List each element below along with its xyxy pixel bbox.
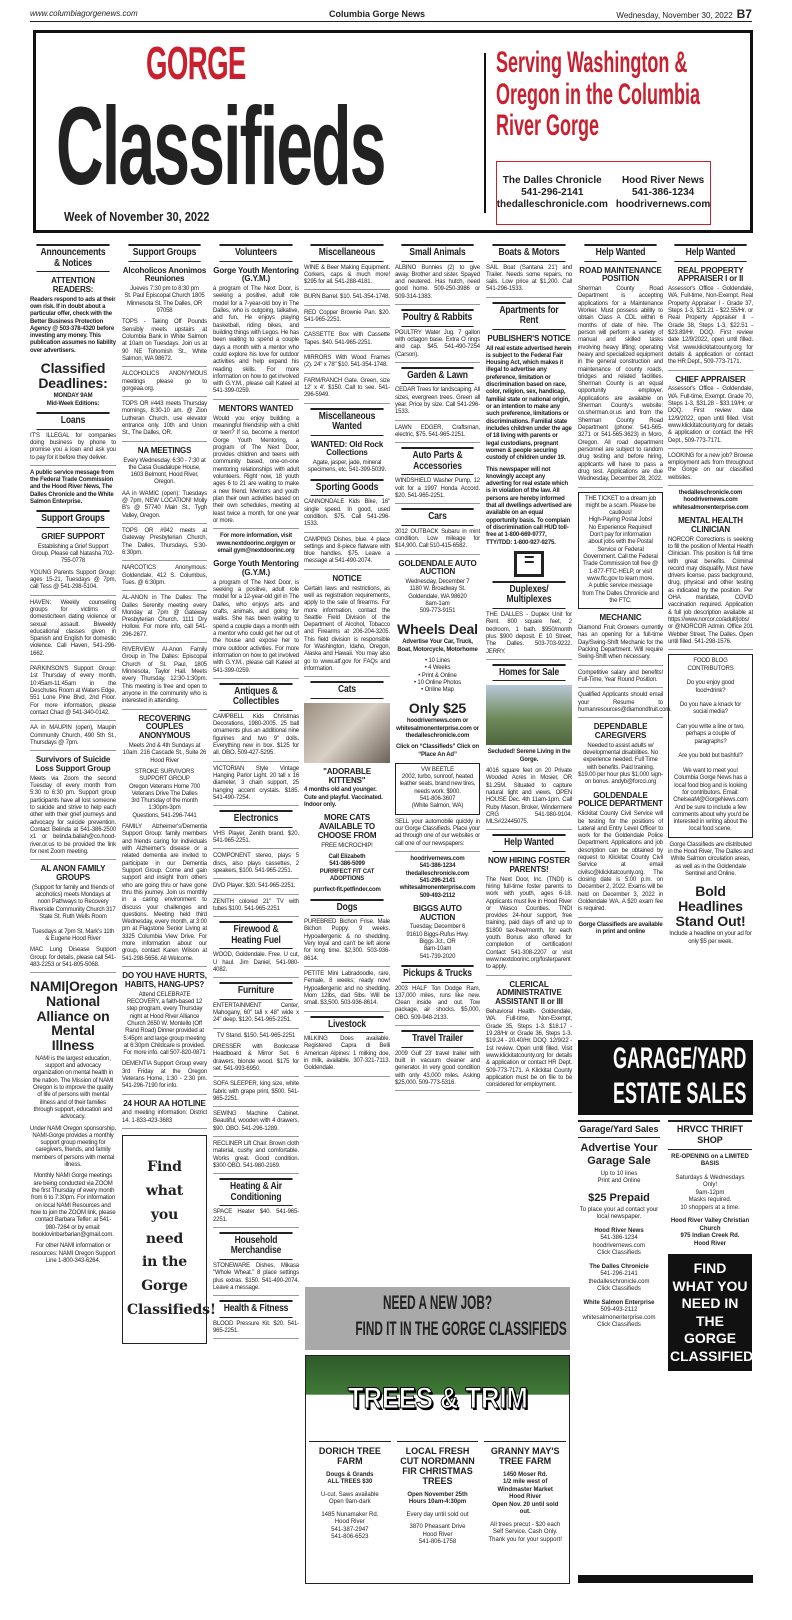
classified-ad: FAMILY Alzheimer's/Dementia Support Group: family members and friends caring for individuals with Alzheimer's disease or a related dementia are invited to participate in our Dementia Support Group. Come and gain support and insight from others who are going thru or have gone thru this journey. Join us monthly in a caring environment to discuss your challenges and questions. Meeting held third Wednesday, every month, at 3:00 pm at Flagstone Senior Living at 3325 Columbia View Drive. For more information about our group, contact Karen Wilson at 541-298-5656. All Welcome.: [122, 824, 207, 967]
classified-ad: SELL your automobile quickly in our Gorge Classifieds. Place your ad through one of our websites or call one of our newspapers:: [395, 819, 480, 852]
classified-ad: THE DALLES - Duplex Unit for Rent. 800 square feet, 2 bedroom, 1 bath. $950/month plus $900 deposit. E 10 Street, The Dalles. 503-703-9222. JERRY.: [486, 612, 572, 660]
section-header: Garden & Lawn: [401, 367, 473, 385]
centered-text: Attend CELEBRATE RECOVERY, a faith-based 12 step program, every Thursday night at Hood River Alliance Church 2650 W. Montello (Off Rand Road) Dinner provided at 5:45pm and large group meeting at 6:30pm Childcare is provided. For more info. call 507-820-0871: [123, 991, 206, 1057]
site-url[interactable]: www.columbiagorgenews.com: [30, 9, 138, 18]
classified-ad: Would you enjoy building a meaningful friendship with a child or teen? If so, become a mentor! Gorge Youth Mentoring, a program of The Next Door, provides children and teens with community based, one-on-one mentoring relationships with adult volunteers. Right now, 18 youth ages 6 to 21 are waiting to make a new friend. Mentors and youth plan their own activities based on their own schedules, meeting at least twice a month, for one year or more.: [213, 416, 299, 530]
garage-sales-header: Garage/Yard Sales: [578, 1120, 660, 1138]
hood-contact: [616, 175, 710, 211]
section-header: Electronics: [219, 810, 292, 828]
section-header: Poultry & Rabbits: [401, 309, 473, 327]
classified-ad: DVD Player. $20. 541-965-2251.: [213, 883, 299, 894]
ad-title: GOLDENDALE AUTO AUCTION: [398, 558, 477, 577]
newspaper-name: The Dalles Chronicle: [589, 1263, 649, 1270]
find-classifieds-ad: Find what you need in the Gorge Classifieds!: [122, 1135, 207, 1344]
hood-name: Hood River News: [621, 175, 705, 186]
section-header: Dogs: [310, 899, 383, 917]
dalles-contact: [497, 175, 608, 211]
display-headline: Bold Headlines Stand Out!: [675, 883, 746, 929]
classified-ad: BURN Barrel. $10. 541-354-1748.: [304, 294, 390, 305]
dalles-web[interactable]: thedalleschronicle.com: [496, 199, 608, 210]
ad-title: NOW HIRING FOSTER PARENTS!: [488, 855, 570, 874]
centered-bold-text: Click on “Classifieds” Click on “Place An Ad”: [395, 744, 480, 758]
hood-phone: 541-386-1234: [631, 187, 695, 198]
ad-title: PUBLISHER'S NOTICE: [487, 333, 571, 343]
thrift-hours: Saturdays & Wednesdays Only! 9am-12pm Masks required. 10 shoppers at a time.: [675, 1174, 745, 1211]
section-header: Support Groups: [128, 244, 200, 262]
ad-title: MENTORS WANTED: [218, 403, 294, 413]
section-header: Antiques & Collectibles: [219, 683, 292, 711]
page-header: [30, 6, 752, 22]
ad-title: REAL PROPERTY APPRAISER I or II: [677, 265, 744, 284]
centered-text: Agate, jasper, jade, mineral specimens, etc. 541-399-5039.: [307, 460, 387, 474]
ad-title: ATTENTION READERS:: [51, 276, 95, 294]
classified-ad: ENTERTAINMENT Center, Mahogany, 60" tall x 48" wide x 24" deep. $120. 541-965-2251.: [213, 1003, 299, 1029]
centered-bold-text: Secluded! Serene Living in the Gorge.: [487, 749, 571, 763]
banner-divider: [484, 53, 486, 213]
ad-title: MECHANIC: [599, 613, 642, 623]
classified-ad: LOOKING for a new job? Browse employment ads from throughout the Gorge on our classified websites:: [668, 453, 753, 486]
garage-sales-banner: [578, 1040, 753, 1115]
classified-ad: PARKINSON'S Support Group: 1st Thursday of every month, 10:45am-11:45am in the Deschutes Room at Waters Edge, 551 Lone Pine Blvd, 2nd Floor. For more information, please contact Chad @ 541-340-0142.: [30, 666, 116, 721]
classified-ad: RECLINER Lift Chair. Brown cloth material, cushy and comfortable. Works great. Good condition. $300 OBO. 541-980-2169.: [213, 1141, 299, 1174]
column-support-groups: [122, 240, 216, 1585]
bold-notice: A public service message from the Federal Trade Commission and the Hood River News, The Dalles Chronicle and the White Salmon Enterprise.: [30, 469, 114, 506]
classified-ad: VICTORIAN Style Vintage Hanging Parlor Light. 20 tall x 16 diameter, 3 chain support, 25 hanging accent crystals. $185. 541-490-7254.: [213, 766, 299, 807]
newspaper-info: 541-386-1234 hoodrivernews.com Click Classifieds: [592, 1235, 646, 1257]
ad-title: Gorge Youth Mentoring (G.Y.M.): [213, 265, 299, 284]
classified-ad: CANNONDALE Kids Bike, 16" single speed. In good, used condition. $75. Call 541-296-1533.: [304, 499, 390, 532]
section-header: Sporting Goods: [310, 479, 383, 497]
section-header: Cats: [310, 681, 383, 699]
section-header: Cars: [401, 508, 473, 526]
dalles-phone: 541-296-2141: [521, 187, 584, 198]
classified-ad: 4016 square feet on 20 Private Wooded Acres in Mosier, OR $1.25M. Situated to capture natural light and views. OPEN HOUSE Dec. 4th 11am-1pm. Call Ruby Mason, Broker, Windermere CRG 541-980-9104. MLS#22445075.: [486, 768, 572, 831]
section-header: Small Animals: [401, 244, 473, 262]
centered-bold-text: hoodrivernews.com or whitesalmonenterprise.com or thedalleschronicle.com: [396, 718, 479, 739]
classified-ad: Sherman County Road Department is accepting applications for a Maintenance Worker. Must possess ability to obtain Class A CDL within 6 months of date of hire. The person will perform a variety of manual and skilled tasks involving heavy lifting; operating heavy and specialized equipment in the general construction and maintenance of county roads, bridges and related facilities. Sherman County is an equal opportunity employer. Applications are available on Sherman County's website: co.sherman.or.us and from the Sherman County Road Department (phone: 541-565-3271 or 541-565-3623) in Moro, Oregon. All road department personnel are subject to random drug testing and before hiring, applicants will have to pass a drug test. Applications are due Wednesday, December 28, 2022.: [578, 286, 663, 487]
tree-farm-info: 1450 Moser Rd. 1/2 mile west of Windmaster Market Hood River Open Nov. 20 until sold out.: [492, 1471, 559, 1516]
classified-ad: VHS Player, Zenith brand. $20. 541-965-2251.: [213, 831, 299, 850]
centered-text: • 10 Lines • 4 Weeks • Print & Online • 10 Online Photos • Online Map: [413, 658, 462, 694]
column-help-wanted-2: [668, 240, 753, 1035]
bold-notice: All real estate advertised herein is subject to the Federal Fair Housing Act, which makes it illegal to advertise any preference, limitation or discrimination based on race, color, religion, sex, handicap, familial state or national origin, or an intention to make any such preference, limitations or discriminations. Familial state includes children under the age of 18 living with parents or legal custodians, pregnant women & people securing custody of children under 19.: [486, 345, 572, 462]
classified-ad: NARCOTICS Anonymous: Goldendale, 412 S. Columbus, Tues. @ 6:30pm.: [122, 565, 207, 591]
centered-text: Monthly NAMI Gorge meetings are being conducted via ZOOM the first Thursday of every month from 6 to 7:30pm. For information on local NAMI Resources and how to join the ZOOM link, please contact Barbara Telfer: at 541-980-7264 or by email: booklovinbarbarian@gmail.com.: [30, 1173, 116, 1238]
classified-ad: IT'S ILLEGAL for companies doing business by phone to promise you a loan and ask you to pay for it before they deliver.: [30, 433, 116, 466]
trees-and-trim-ad: [305, 1355, 570, 1584]
section-header: Household Merchandise: [219, 1232, 292, 1260]
ad-title: CLERICAL ADMINISTRATIVE ASSISTANT II or III: [495, 979, 563, 1007]
bold-notice: This newspaper will not knowingly accept any adverting for real estate which is in violation of the law. All persons are hereby informed that all dwellings advertised are available on an equal opportunity basis. To complain of discrimination call HUD toll-free at 1-800-669-9777, TTY/TDD: 1-800-927-9275.: [486, 466, 572, 546]
tree-farms: [306, 1441, 569, 1554]
ad-title: "ADORABLE KITTENS": [323, 766, 371, 785]
centered-bold-text: Gorge Classifieds are available in print and online: [578, 921, 663, 935]
need-new-job-ad: [305, 1287, 570, 1350]
display-headline: Only $25: [408, 699, 467, 716]
section-header: Loans: [36, 412, 109, 430]
centered-text: Jueves 7:30 pm to 8:30 pm St. Paul Episcopal Church 1805 Minnesota St. The Dalles, OR 97058: [124, 286, 205, 315]
tree-farm: [484, 1441, 566, 1554]
classified-ad: BLOOD Pressure Kit. $20. 541-965-2251.: [213, 1321, 299, 1340]
thrift-reopen: RE-OPENING on a LIMITED BASIS: [671, 1153, 749, 1167]
classified-ad: Meets via Zoom the second Tuesday of every month from 5:30 to 6:30 pm. Support group participants have all lost someone to suicide and strive to help each other with their grief journeys and advocacy for suicide prevention. Contact Belinda at 541-386-2500 x1 or belinda.ballah@co.hood-river.or.us to be provided the link for next Zoom meeting.: [30, 776, 116, 860]
classified-ad: 2009 Gulf 23' travel trailer with built in vacuum cleaner and generator. In very good condition with only 43,000 miles. Asking $25,000. 509-773-5316.: [395, 1051, 480, 1092]
ad-title: DO YOU HAVE HURTS, HABITS, HANG-UPS?: [122, 971, 207, 989]
section-header: Miscellaneous Wanted: [310, 408, 383, 436]
thrift-church: Hood River Valley Christian Church 975 Indian Creek Rd. Hood River: [670, 1218, 750, 1247]
classified-ad: TOPS - Taking Off Pounds Sensibly meets upstairs at Columbia Bank in White Salmon at 10am on Tuesdays. Join us at 90 NE Tohomish St., White Salmon, WA 98672.: [122, 319, 207, 367]
tree-farm: [309, 1441, 391, 1554]
centered-bold-text: thedalleschronicle.com hoodrivernews.com whitesalmonenterprise.com: [672, 490, 749, 511]
tree-farm-info: Dougs & Grands ALL TREES $30: [326, 1471, 374, 1486]
newspaper-info: 509-493-2112 whitesalmonenterprise.com Click Classifieds: [582, 1307, 656, 1329]
column-announcements: [30, 240, 116, 1585]
paper-name: Columbia Gorge News: [329, 8, 426, 19]
classified-ad: SPACE Heater $40. 541-965-2251.: [213, 1209, 299, 1228]
ad-title: NA MEETINGS: [137, 445, 192, 455]
tree-farm-info: 3870 Pheasant Drive Hood River 541-806-1758: [409, 1524, 466, 1546]
classified-ad: Behavioral Health- Goldendale, WA. Full-time, Non-Exempt, Grade 35, Steps 1-3. $18.17 - 19.28/Hr or Grade 36, Steps 1-3. $19.24 - 20.40/Hr. DOQ. 12/9/22 - 1st review. Open until filled. Visit www.klickitatcounty.org for details & application or contact HR Dept. 509-773-7171. A Klickitat County application must be on file to be considered for employment.: [486, 1009, 572, 1093]
ad-title: MENTAL HEALTH CLINICIAN: [678, 516, 743, 534]
centered-text: Wednesday, December 7 1180 W. Broadway St. Goldendale, WA 98620 8am-1am 509-773-9151: [405, 579, 470, 615]
classified-ad: WINDSHIELD Washer Pump, 12 volt for a 1997 Honda Accord. $20. 541-965-2251.: [395, 478, 480, 504]
centered-text: Under NAMI Oregon sponsorship, NAMI-Gorge provides a monthly support group meeting for caregivers, friends, and family members of persons with mental illness.: [30, 1125, 116, 1169]
newjob-line2: FIND IT IN THE GORGE CLASSIFIEDS: [355, 1318, 567, 1340]
classified-ad: 2012 OUTBACK Subaru in mint condition. Low mileage for $14,900. Call 510-415-6582.: [395, 529, 480, 555]
garage-sales-column: [578, 1120, 660, 1582]
bold-notice: 4 months old and younger. Cute and playful. Vaccinated. Indoor only.: [304, 787, 383, 809]
section-header: Duplexes/ Multiplexes: [492, 581, 565, 609]
ad-title: ROAD MAINTENANCE POSITION: [579, 265, 662, 284]
centered-text: Meets 2nd & 4th Sundays at 10am. 216 Cascade St., Suite 26 Hood River: [122, 742, 207, 764]
section-header: Miscellaneous: [310, 244, 383, 262]
banner-serving: Serving Washington & Oregon in the Columbia River Gorge: [496, 46, 701, 142]
section-header: Support Groups: [36, 510, 109, 528]
ad-title: Survivors of Suicide Loss Support Group: [35, 755, 111, 773]
thrift-shop-column: [668, 1120, 763, 1582]
newspaper-name: White Salmon Enterprise: [583, 1299, 655, 1306]
garage-footer-bar: [578, 1575, 753, 1583]
tree-farm-name: DORICH TREE FARM: [318, 1446, 381, 1466]
classified-ad: FARM/RANCH Gate. Green, size 12' x 4'. $150. Call to see. 541-296-5949.: [304, 378, 390, 404]
classified-ad: CAMPING Dishes, blue. 4 place settings and 8-piece flatware with blue handles. $75. Leave a message at 541-490-2074.: [304, 537, 390, 570]
ad-title: GRIEF SUPPORT: [41, 531, 105, 541]
boxed-ad: FOOD BLOG CONTRIBUTORS Do you enjoy good food+drink? Do you have a knack for social media? Can you write a line or two, perhaps a couple of paragraphs? Are you bold but bashful? We want to meet you! Columbia Gorge News has a local food blog and is looking for contributors. Email: ChelseaM@GorgeNews.com And be sure to include a few comments about why you'd be interested in writing about the local food scene.: [668, 654, 753, 838]
classified-ad: RED Copper Brownie Pan. $20. 541-965-2251.: [304, 310, 390, 329]
classified-ad: ALBINO Bunnies (2) to give away. Brother and sister. Spayed and neutered. Has hutch, need good home. 509-250-3986 or 509-314-1383.: [395, 265, 480, 306]
classified-ad: AL-ANON in The Dalles: The Dalles Serenity meeting every Monday at 7pm @ Gateway Presbyterian Church, 1111 Dry Hollow. For more info, call 541-296-2677.: [122, 595, 207, 643]
section-header: Travel Trailer: [401, 1030, 473, 1048]
dalles-name: The Dalles Chronicle: [502, 175, 602, 186]
boxed-ad: VW BEETLE 2002, turbo, sunroof, heated leather seats, brand new tires, needs work. $900. 541-806-3607 (White Salmon, WA): [395, 763, 480, 815]
classified-ad: Klickitat County Civil Service will be testing for the positions of Lateral and Entry Level Officer to work for the Goldendale Police Department. Applications and job description can be obtained by request to Klickitat County Civil Service at email civilsc@klickitatcounty.org. The closing date is 5:00 p.m. on December 2, 2022. Exams will be held on December 3, 2022 in Goldendale WA. A $20 exam fee is required.: [578, 811, 663, 917]
banner-gorge: GORGE: [146, 37, 246, 89]
column-miscellaneous: [304, 240, 390, 1285]
classified-ad: MIRRORS With Wood Frames (2). 24" x 78" $10. 541-354-1748.: [304, 355, 390, 374]
classified-ad: POULTRY Water Jug. 7 gallon with octagon base. Extra O rings and cap. $45. 541-490-7254 (Carson).: [395, 330, 480, 363]
bold-notice: Readers respond to ads at their own risk. If in doubt about a particular offer, check with the Better Business Protection Agency @ 503-378-4320 before investing any money. This publication assumes no liability over advertisers.: [30, 296, 116, 354]
classifieds-banner: [33, 30, 753, 233]
classified-ad: TOPS OR #443 meets Thursday mornings, 8:30-10 am. @ Zion Lutheran Church, use elevator entrance only. 10th and Union St., The Dalles, OR.: [122, 401, 207, 442]
classified-ad: CEDAR Trees for landscaping. All sizes, evergreen trees. Green all year. Price by size. Call 541-296-1533.: [395, 387, 480, 420]
trees-title: TREES & TRIM: [347, 1381, 528, 1415]
garage-place: To place your ad contact your local newspaper.: [579, 1206, 659, 1221]
section-header: Firewood & Heating Fuel: [219, 921, 292, 949]
centered-bold-text: MONDAY 9AM Mid-Week Editions:: [46, 393, 100, 407]
classified-ad: DEMENTIA Support Group every 3rd Friday at the Oregon Veterans Home, 1:30 - 2:30 pm. 541-296-7190 for info.: [122, 1061, 207, 1094]
newspaper-info: 541-296-2141 thedalleschronicle.com Click Classifieds: [588, 1271, 650, 1293]
classified-ad: Qualified Applicants should email your Resume to humanresources@diamondfruit.com.: [578, 692, 663, 718]
garage-advertise: Advertise Your Garage Sale: [580, 1142, 658, 1168]
classified-ad: CASSETTE Box with Cassette Tapes. $40. 541-965-2251.: [304, 332, 390, 351]
centered-bold-text: Advertise Your Car, Truck, Boat, Motorcycle, Motorhome: [397, 639, 478, 653]
tree-farm-info: Open November 25th Hours 10am-4:30pm: [407, 1491, 468, 1506]
section-header: Apartments for Rent: [492, 302, 565, 330]
ad-title: DEPENDABLE CAREGIVERS: [593, 722, 648, 740]
tree-farm-info: All trees precut - $20 each Self Service. Cash Only. Thank you for your support!: [488, 1521, 562, 1543]
section-header: Help Wanted: [584, 244, 656, 262]
classified-ad: WINE & Beer Making Equipment. Corkers, caps & much more! $295 for all. 541-288-4181.: [304, 265, 390, 291]
classified-ad: 2003 HALF Ton Dodge Ram, 137,000 miles, runs like new. Clean inside and out. Tow package, air shocks. $5,000, OBO. 509-948-2133.: [395, 986, 480, 1027]
section-header: Volunteers: [219, 244, 292, 262]
display-headline: Wheels Deal: [397, 620, 478, 637]
classified-ad: The Next Door, Inc. (TNDI) is hiring full-time foster parents to work with youth, ages 6-18. Applicants must live in Hood River or Wasco Counties. TNDI provides 24-hour support, free training, paid days off and up to $1800 tax-free/month, for each youth. Bonus also offered for completion of certification! Contact 541-308-2207 or visit www.nextdoorinc.org/fosterparent to apply.: [486, 877, 572, 976]
newspaper-contacts: [578, 1228, 660, 1330]
christmas-garland-image: [306, 1356, 569, 1441]
centered-text: (Support for family and friends of alcoholics) meets Mondays at noon Pathways to Recovery Riverside Community Church 317 State St. Ruth Wells Room Tuesdays at 7pm St. Mark's 11th & Eugene Hood River: [30, 884, 116, 943]
ad-title: CHIEF APPRAISER: [675, 374, 746, 384]
garage-banner-line1: GARAGE/YARD: [613, 1042, 747, 1075]
classified-ad: STONEWARE Dishes, Mikasa "Whole Wheat." 8 place settings plus extras. $150. 541-490-2074. Leave a message.: [213, 1263, 299, 1296]
ad-title: WANTED: Old Rock Collections: [310, 439, 384, 458]
banner-week: Week of November 30, 2022: [64, 209, 210, 224]
centered-text: Tuesday, December 6 91610 Biggs-Rufus Hwy. Biggs Jct., OR 8am-10am 541-739-2020: [406, 924, 469, 960]
classified-ad: ALCOHOLICS ANONYMOUS meetings please go to gorgeaa.org.: [122, 371, 207, 397]
ad-title: GOLDENDALE POLICE DEPARTMENT: [578, 790, 663, 809]
section-header: Announcements & Notices: [36, 244, 109, 272]
centered-text: FREE MICROCHIP!: [321, 842, 373, 849]
hood-web[interactable]: hoodrivernews.com: [615, 199, 711, 210]
classified-ad: DRESSER with Bookcase Headboard & Mirror Set. 6 drawers, blonde wood. $175 for set. 541-993-6950.: [213, 1044, 299, 1077]
newjob-line1: NEED A NEW JOB?: [382, 1293, 493, 1314]
tree-farm-name: LOCAL FRESH CUT NORDMANN FIR CHRISTMAS TREES: [400, 1446, 475, 1486]
classified-ad: CAMPBELL Kids Christmas Decorations, 1980-2005. 25 ball ornaments plus an additional nine figurines and two 9" dolls. Everything new in box. $125 for all. OBO. 509-427-5295.: [213, 714, 299, 762]
section-header: Auto Parts & Accessories: [401, 447, 473, 475]
centered-text: STROKE SURVIVORS SUPPORT GROUP Oregon Veterans Home 700 Veterans Drive The Dalles 3rd Thursday of the month 1:30pm-3pm Questions, 541-296-7441: [128, 768, 201, 819]
kitten-photo: [304, 703, 390, 763]
column-small-animals: [395, 240, 480, 1285]
classified-ad: Diamond Fruit Growers currently has an opening for a full-time Day/Swing-Shift Mechanic for the Packing Department. Will require Swing-Shift when necessary.: [578, 625, 663, 666]
centered-text: TV Stand. $150. 541-965-2251: [216, 1032, 296, 1039]
centered-text: Needed to assist adults w/ developmental disabilities. No experience needed. Full Time with benefits. Paid training. $19.00 per hour plus $1,000 sign-on bonus. andyb@forcci.org: [578, 742, 663, 786]
find-what-you-need-ad: FIND WHAT YOU NEED IN THE GORGE CLASSIFIEDS: [668, 1254, 752, 1371]
ad-title: Alcoholicos Anonimos Reuniones: [122, 265, 207, 284]
garage-lines: Up to 10 lines Print and Online: [597, 1170, 641, 1185]
centered-text: Include a headline on your ad for only $5 per week.: [669, 931, 752, 945]
thrift-header: HRVCC THRIFT SHOP: [668, 1120, 752, 1150]
classified-ad: ZENITH colored 21" TV with tubes $100. 541-965-2251: [213, 899, 299, 918]
ad-title: 24 HOUR AA HOTLINE: [123, 1098, 206, 1108]
classified-ad: LAWN EDGER, Craftsman, electric, $75. 541-965-2251.: [395, 425, 480, 444]
tree-farm-info: 1485 Nunamaker Rd. Hood River 541-387-2947 541-806-6523: [321, 1511, 379, 1541]
classified-ad: a program of The Next Door, is seeking a positive, adult role model for a 12-year-old girl in The Dalles, who enjoys arts and crafts, animals, and going for walks. She has been waiting to spend a couple days a month with a mentor who could get her out of the house and expose her to more outdoor activities. For more information on how to get involved with G.Y.M., please call Kateel at 541-399-0259.: [213, 580, 299, 679]
classified-ad: a program of The Next Door, is seeking a positive, adult role model for a 7-year-old boy in The Dalles, who is outgoing, talkative, and fun. He enjoys playing basketball, riding bikes, and building things with Legos. He has been waiting to spend a couple days a month with a mentor who could explore his love for outdoor activities and help expand his reading skills. For more information on how to get involved with G.Y.M., please call Kateel at 541-399-0259.: [213, 286, 299, 400]
classified-ad: Assessor's Office - Goldendale, WA. Full-time, Exempt. Grade 70, Steps 1-3, $31.28 - $33.19/Hr. or DOQ. First review date 12/9/2022, open until filled. Visit www.klickitatcounty.org for details & application or contact the HR Dept., 509-773-7171.: [668, 386, 753, 449]
house-photo: [486, 685, 572, 745]
classified-ad: Competitive salary and benefits! Full-Time, Year Round Position.: [578, 670, 663, 689]
ad-title: AL ANON FAMILY GROUPS: [40, 864, 106, 883]
display-headline: NAMI|Oregon National Alliance on Mental Illness: [30, 978, 118, 1054]
classified-ad: MAC Lung Disease Support Group: for details, please call 541-483-2253 or 541-805-5068.: [30, 947, 116, 973]
classified-ad: YOUNG Parents Support Group: ages 15-21, Tuesdays @ 7pm, call Tess @ 541-298-5104.: [30, 570, 116, 596]
page-number: B7: [736, 6, 752, 21]
classified-ad: HAVEN: Weekly counseling groups for victims of domestic/teen dating violence or sexual assault. Biweekly educational classes given in Spanish and English for domestic violence. Call Haven, 541-296-1662.: [30, 600, 116, 663]
section-header: Livestock: [310, 1016, 383, 1034]
classified-ad: MILKING Does available. Registered Capra di Belli American Alpines: 1 milking doe, in milk, available. 307-321-7113. Goldendale.: [304, 1036, 390, 1077]
section-header: Boats & Motors: [492, 244, 565, 262]
classified-ad: NORCOR Corrections is seeking to fill the position of Mental Health Clinician. This position is full time with great benefits. Criminal record may disqualify. Must have drivers license, pass background, drug, physical and other testing as indicated by the position. Per OHA mandate, COVID vaccination required. Application & full job description available at https://www.norcor.co/adult/jobs/ or @NORCOR Admin. Office 201 Webber Street, The Dalles. Open until filled. 541-298-1576.: [668, 537, 753, 651]
banner-classifieds: Classifieds: [56, 85, 385, 208]
section-header: Furniture: [219, 982, 292, 1000]
issue-date: Wednesday, November 30, 2022: [616, 10, 733, 20]
column-boats-motors: [486, 240, 572, 1285]
section-header: Homes for Sale: [492, 664, 565, 682]
centered-bold-text: hoodrivernews.com 541-386-1234 thedalleschronicle.com 541-296-2141 whitesalmonenterprise.com 509-493-2112: [399, 855, 476, 899]
classified-ad: WOOD, Goldendale. Free. U cut, U haul. Jim Daniel, 541-980-4082.: [213, 952, 299, 978]
centered-bold-text: purrfect-fit.petfinder.com: [313, 887, 381, 894]
display-headline: Classified Deadlines:: [38, 360, 108, 391]
ad-title: BIGGS AUTO AUCTION: [413, 903, 462, 922]
ad-title: NOTICE: [332, 573, 362, 583]
tree-farm-info: Every day until sold out: [406, 1511, 469, 1518]
classified-ad: RIVERVIEW Al-Anon Family Group in The Dalles: Episcopal Church of St. Paul, 1805 Minnesota, Taylor Hall. Meets every Thursday, 12:30-1:30pm. This meeting is free and open to anyone in the community who is interested in attending.: [122, 647, 207, 710]
section-header: Health & Fitness: [219, 1300, 292, 1318]
classified-ad: AA in WAMIC (open): Tuesdays @ 7pm, NEW LOCATION! Molly B's @ 57740 Main St., Tygh Valley, Oregon.: [122, 491, 207, 524]
classified-ad: Assessor's Office - Goldendale, WA. Full-time, Non-Exempt. Real Property Appraiser I - Grade 37, Steps 1-3, $21.21 - $22.55/Hr. or Real Property Appraiser II - Grade 38, Steps 1-3, $22.51 - $23.89/Hr. DOQ. First review date 12/9/2022, open until filled. Visit www.klickitatcounty.org for details & application or contact the HR Dept., 509-773-7171.: [668, 286, 753, 370]
centered-text: For other NAMI information or resources: NAMI Oregon Support Line 1-800-343-6264.: [30, 1243, 116, 1264]
classified-ad: AA in MAUPIN (open), Maupin Community Church, 490 5th St., Thursdays @ 7pm.: [30, 725, 116, 751]
centered-bold-text: For more information, visit www.nextdoorinc.org/gym or email gym@nextdoorinc.org: [216, 533, 296, 554]
centered-text: NAMI is the largest education, support and advocacy organization on mental health in the nation. The Mission of NAMI Oregon is to improve the quality of life of persons with mental illness and of their families through support, education and advocacy.: [32, 1055, 114, 1121]
classified-ad: PUREBRED Bichon Frise. Male Bichon Puppy. 9 weeks. Hypoallergenic & no shedding. Very loyal and can't be left alone for long time. $2,300. 503-936-8614.: [304, 919, 390, 967]
centered-text: Gorge Classifieds are distributed in the Hood River, The Dalles and White Salmon circulation areas, as well as in the Goldendale Sentinel and Online.: [668, 841, 753, 878]
column-volunteers: [213, 240, 299, 1585]
classified-ad: SOFA SLEEPER, king size, white fabric with grape print, $500. 541-965-2251.: [213, 1081, 299, 1107]
boxed-ad: THE TICKET to a dream job might be a scam. Please be cautious! High-Paying Postal Jobs! No Experience Required! Don't pay for information about jobs with the Postal Service or Federal Government. Call the Federal Trade Commission toll free @ 1-877-FTC-HELP, or visit www.ftc.gov to learn more. A public service message from The Dalles Chronicle and the FTC.: [578, 492, 663, 610]
newspaper-name: Hood River News: [594, 1227, 644, 1234]
tree-farm-info: U-cut. Saws available Open 9am-dark: [320, 1491, 379, 1506]
classified-ad: Certain laws and restrictions, as well as registration requirements, apply to the sale of firearms. For more information, contact the Seattle Field Division of the Department of Alcohol, Tobacco and Firearms at 206-204-3205. This field division is responsible for Washington, Idaho, Oregon, Alaska and Hawaii. You may also go to www.atf.gov for FAQs and information.: [304, 586, 390, 678]
section-header: Help Wanted: [674, 244, 746, 262]
tree-farm-name: GRANNY MAY'S TREE FARM: [490, 1446, 560, 1466]
section-header: Help Wanted: [492, 834, 565, 852]
tree-farm: [397, 1441, 479, 1554]
section-header: Pickups & Trucks: [401, 965, 473, 983]
classified-ad: and meeting information: District 14. 1-833-423-3683: [122, 1110, 207, 1129]
column-help-wanted-1: [578, 240, 672, 1035]
banner-contacts: [496, 161, 711, 225]
classified-ad: TOPS OR #942 meets at Gateway Presbyterian Church, The Dalles, Thursdays, 5:30-6:30pm.: [122, 528, 207, 561]
classified-ad: COMPONENT stereo, plays 5 discs, also plays cassettes, 2 speakers, $100. 541-965-2251.: [213, 853, 299, 879]
centered-text: Establishing a Grief Support Group. Please call Natasha 702-755-0778: [31, 543, 115, 565]
issue-date-wrap: [616, 7, 752, 21]
ad-title: MORE CATS AVAILABLE TO CHOOSE FROM: [317, 813, 377, 840]
classified-ad: SEWING Machine Cabinet. Beautiful, wooden with 4 drawers. $90. OBO. 541-296-1289.: [213, 1111, 299, 1137]
ad-title: RECOVERING COUPLES ANONYMOUS: [138, 713, 191, 741]
equal-housing-opportunity-logo: [514, 551, 544, 577]
garage-banner-line2: ESTATE SALES: [613, 1076, 747, 1110]
classified-ad: PETITE Mini Labradoodle, rare, Female, 8 weeks; ready now! Hypoallergenic and no shedding. Mom 12lbs, dad 5lbs. Will be small. $3,500. 503-936-8614.: [304, 971, 390, 1012]
centered-text: Every Wednesday. 6:30 - 7:30 at the Casa Guadalupe House, 1603 Belmont, Hood River, Oregon.: [123, 457, 206, 486]
classified-ad: SAIL Boat (Santana 21') and Trailer. Needs some repairs, no sails. Low price at $1,200. Call 541-296-1533.: [486, 265, 572, 298]
garage-price: $25 Prepaid: [588, 1191, 650, 1204]
ad-title: Gorge Youth Mentoring (G.Y.M.): [213, 559, 299, 577]
centered-bold-text: Call Elizabeth 541-386-5099 PURRFECT FIT CAT ADOPTIONS: [319, 854, 375, 882]
section-header: Heating & Air Conditioning: [219, 1178, 292, 1206]
